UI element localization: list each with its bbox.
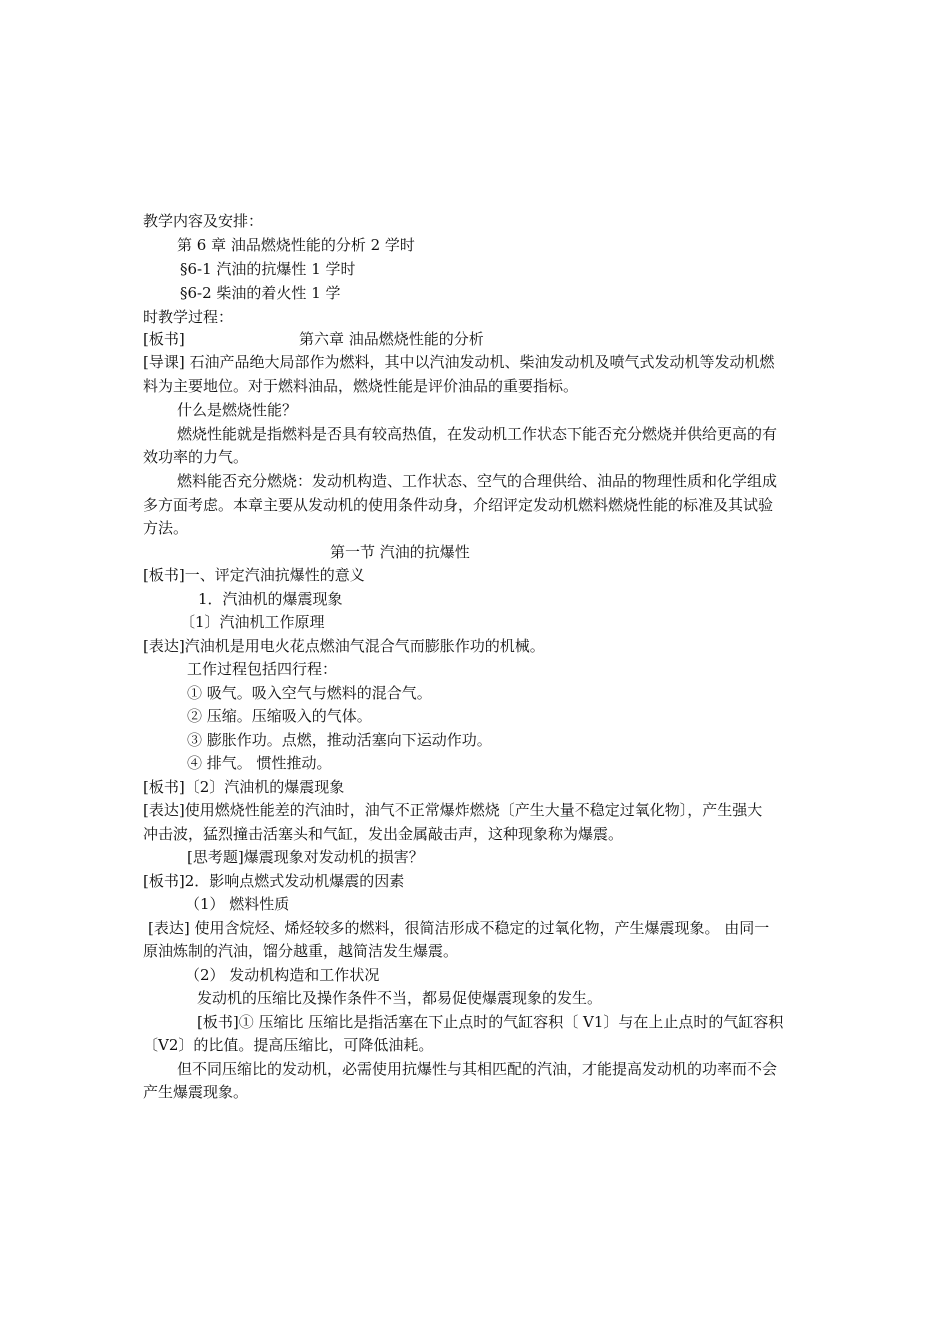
- think-question: [思考题]爆震现象对发动机的损害？: [187, 848, 424, 866]
- board-knock-phenomenon: [板书]〔2〕汽油机的爆震现象: [143, 778, 345, 796]
- factor-fuel-properties: （1） 燃料性质: [185, 895, 290, 913]
- engine-compression-note: 发动机的压缩比及操作条件不当，都易促使爆震现象的发生。: [197, 989, 603, 1007]
- explain-fuel-line-2: 原油炼制的汽油，馏分越重，越简洁发生爆震。: [143, 942, 459, 960]
- factors-line-2: 多方面考虑。本章主要从发动机的使用条件动身，介绍评定发动机燃料燃烧性能的标准及其试验: [143, 496, 774, 514]
- factor-engine-structure: （2） 发动机构造和工作状况: [185, 966, 380, 984]
- conclusion-line-1: 但不同压缩比的发动机，必需使用抗爆性与其相匹配的汽油，才能提高发动机的功率而不会: [177, 1060, 778, 1078]
- chapter-title: 第六章 油品燃烧性能的分析: [299, 330, 484, 348]
- explain-fuel-line-1: [表达] 使用含烷烃、烯烃较多的燃料，很简洁形成不稳定的过氧化物，产生爆震现象。 由同一: [148, 919, 770, 937]
- stroke-intake: ① 吸气。吸入空气与燃料的混合气。: [187, 684, 432, 702]
- section-6-1-line: §6-1 汽油的抗爆性 1 学时: [180, 260, 356, 278]
- board-compression-ratio-line-1: [板书]① 压缩比 压缩比是指活塞在下止点时的气缸容积〔 V1〕与在上止点时的气缸容积: [197, 1013, 784, 1031]
- item-knock-phenomenon: 1．汽油机的爆震现象: [198, 590, 343, 608]
- content-arrangement-heading: 教学内容及安排：: [143, 212, 264, 230]
- board-knock-factors: [板书]2．影响点燃式发动机爆震的因素: [143, 872, 405, 890]
- factors-line-1: 燃料能否充分燃烧：发动机构造、工作状态、空气的合理供给、油品的物理性质和化学组成: [177, 472, 778, 490]
- question-combustion: 什么是燃烧性能？: [177, 401, 298, 419]
- intro-paragraph-line-2: 料为主要地位。对于燃料油品，燃烧性能是评价油品的重要指标。: [143, 377, 579, 395]
- explain-knock-line-1: [表达]使用燃烧性能差的汽油时，油气不正常爆炸燃烧〔产生大量不稳定过氧化物〕，产生强大: [143, 801, 763, 819]
- conclusion-line-2: 产生爆震现象。: [143, 1083, 249, 1101]
- stroke-power: ③ 膨胀作功。点燃，推动活塞向下运动作功。: [187, 731, 492, 749]
- board-label: [板书]: [143, 330, 185, 348]
- section-6-2-line: §6-2 柴油的着火性 1 学: [180, 284, 341, 302]
- definition-line-2: 效功率的力气。: [143, 448, 249, 466]
- item-working-principle: 〔1〕汽油机工作原理: [180, 613, 325, 631]
- teaching-process-heading: 时教学过程：: [143, 308, 234, 326]
- chapter-6-line: 第 6 章 油品燃烧性能的分析 2 学时: [177, 236, 415, 254]
- explain-gasoline-engine: [表达]汽油机是用电火花点燃油气混合气而膨胀作功的机械。: [143, 637, 545, 655]
- stroke-exhaust: ④ 排气。 惯性推动。: [187, 754, 332, 772]
- intro-paragraph-line-1: [导课] 石油产品绝大局部作为燃料，其中以汽油发动机、柴油发动机及喷气式发动机等发动机燃: [143, 353, 775, 371]
- board-compression-ratio-line-2: 〔V2〕的比值。提高压缩比，可降低油耗。: [143, 1036, 434, 1054]
- four-strokes-heading: 工作过程包括四行程：: [187, 660, 338, 678]
- section-1-title: 第一节 汽油的抗爆性: [330, 543, 470, 561]
- definition-line-1: 燃烧性能就是指燃料是否具有较高热值，在发动机工作状态下能否充分燃烧并供给更高的有: [177, 425, 778, 443]
- factors-line-3: 方法。: [143, 519, 189, 537]
- explain-knock-line-2: 冲击波，猛烈撞击活塞头和气缸，发出金属敲击声，这种现象称为爆震。: [143, 825, 624, 843]
- stroke-compression: ② 压缩。压缩吸入的气体。: [187, 707, 372, 725]
- board-antiknock-meaning: [板书]一、评定汽油抗爆性的意义: [143, 566, 365, 584]
